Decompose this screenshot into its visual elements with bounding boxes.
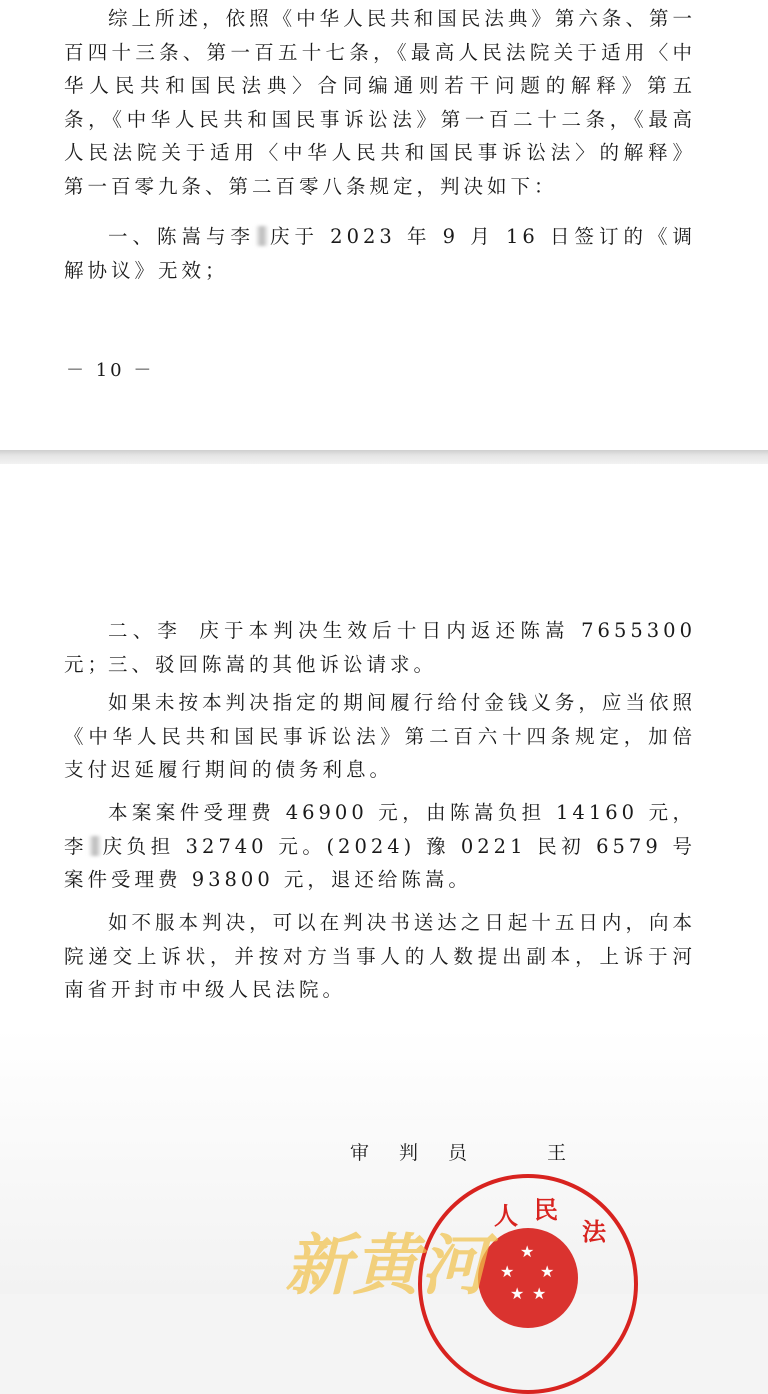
- judge-signature: [350, 1138, 568, 1165]
- star-icon: ★: [520, 1242, 535, 1261]
- page-number: － 10 －: [66, 360, 155, 381]
- star-icon: ★: [510, 1284, 525, 1303]
- seal-char: 民: [534, 1196, 558, 1224]
- judgment-page-11: [0, 464, 768, 1304]
- item1-text-end: 庆于 2023 年 9 月 16 日签订的《调解协议》无效；: [64, 225, 696, 282]
- item2-text-end: 庆于本判决生效后十日内返还陈嵩 7655300 元；: [64, 619, 696, 676]
- page-divider: [0, 450, 768, 464]
- watermark-logo: 新黄河: [285, 1226, 489, 1304]
- judgment-item-1: [64, 220, 696, 287]
- seal-char: 法: [582, 1218, 606, 1246]
- star-icon: ★: [500, 1262, 515, 1281]
- judge-name: 王: [547, 1142, 569, 1164]
- seal-emblem: [478, 1228, 578, 1328]
- item1-text-start: 一、陈嵩与李: [108, 225, 255, 248]
- appeal-paragraph: 如不服本判决，可以在判决书送达之日起十五日内，向本院递交上诉状，并按对方当事人的人数提出副本，上诉于河南省开封市中级人民法院。: [64, 911, 696, 1002]
- signature-label: 审判员: [350, 1142, 498, 1164]
- court-fee-paragraph: [64, 796, 696, 897]
- seal-char: 人: [494, 1202, 518, 1230]
- judgment-item-3: 三、驳回陈嵩的其他诉讼请求。: [108, 653, 438, 676]
- item2-text-start: 二、李: [108, 619, 183, 642]
- redacted-name: [89, 836, 101, 856]
- conclusion-paragraph: 综上所述，依照《中华人民共和国民法典》第六条、第一百四十三条、第一百五十七条，《最高人民法院关于适用〈中华人民共和国民法典〉合同编通则若干问题的解释》第五条，《中华人民共和国民事诉讼法》第一百二十二条，《最高人民法院关于适用〈中华人民共和国民事诉讼法〉的解释》第一百零九条、第二百零八条规定，判决如下：: [64, 7, 696, 198]
- redacted-name: [256, 226, 268, 246]
- fee-text-start: 本案案件受理费 46900 元，由陈嵩负担 14160 元，李: [64, 801, 696, 858]
- fee-text-end: 庆负担 32740 元。(2024) 豫 0221 民初 6579 号案件受理费 93800 元，退还给陈嵩。: [64, 834, 696, 892]
- star-icon: ★: [532, 1284, 547, 1303]
- star-icon: ★: [540, 1262, 555, 1281]
- judgment-page-10: [0, 0, 768, 450]
- interest-paragraph: 如果未按本判决指定的期间履行给付金钱义务，应当依照《中华人民共和国民事诉讼法》第二百六十四条规定，加倍支付迟延履行期间的债务利息。: [64, 691, 696, 782]
